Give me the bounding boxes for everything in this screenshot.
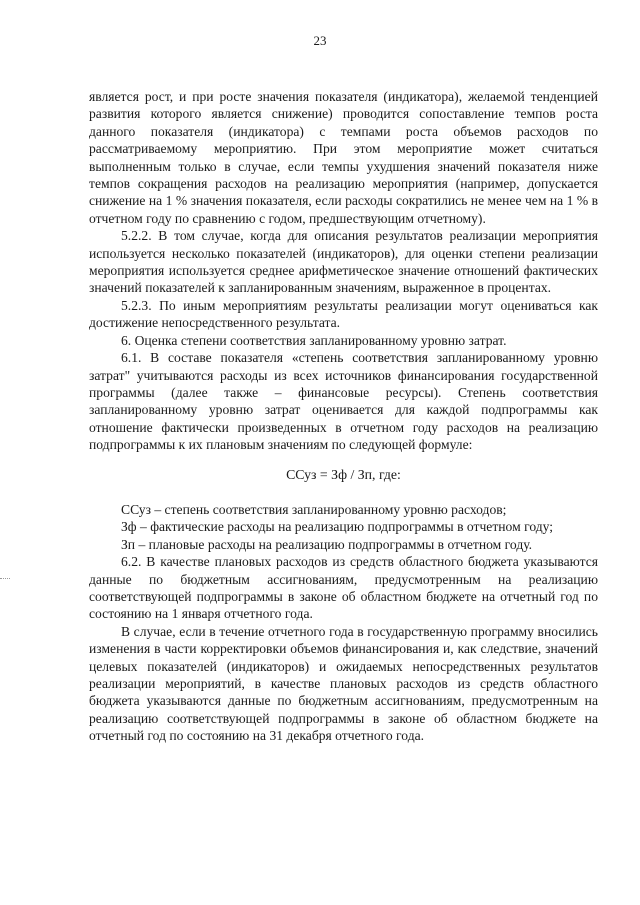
formula: ССуз = Зф / Зп, где: — [286, 466, 401, 482]
paragraph-changes: В случае, если в течение отчетного года в государственную программу вносились изменения в части корректировки объемов финансирования и, как следствие, значений целевых показателей (индикаторов) и ожидаемых непосредственных результатов реализации мероприятий, в качестве плановых расходов из средств областного бюджета указываются данные по бюджетным ассигнованиям, предусмотренным на реализацию соответствующей подпрограммы в законе об областном бюджете на отчетный год по состоянию на 31 декабря отчетного года. — [89, 623, 598, 744]
paragraph-continuation: является рост, и при росте значения показателя (индикатора), желаемой тенденцией развития которого является снижение) проводится сопоставление темпов роста данного показателя (индикатора) с темпами роста объемов расходов по рассматриваемому мероприятию. При этом мероприятие может считаться выполненным только в случае, если темпы ухудшения значений показателя ниже темпов сокращения расходов на реализацию мероприятия (например, допускается снижение на 1 % значения показателя, если расходы сократились не менее чем на 1 % в отчетном году по сравнению с годом, предшествующим отчетному). — [89, 89, 598, 226]
definition-ccuz: ССуз – степень соответствия запланированному уровню расходов; — [121, 501, 507, 517]
definition-zf: Зф – фактические расходы на реализацию подпрограммы в отчетном году; — [121, 519, 554, 535]
paragraph-5-2-3: 5.2.3. По иным мероприятиям результаты реализации могут оцениваться как достижение непосредственного результата. — [89, 297, 598, 331]
paragraph-5-2-2: 5.2.2. В том случае, когда для описания результатов реализации мероприятия используется несколько показателей (индикаторов), для оценки степени реализации мероприятия используется среднее арифметическое значение отношений фактических значений показателей к запланированным значениям, выраженное в процентах. — [89, 228, 598, 296]
definition-zp: Зп – плановые расходы на реализацию подпрограммы в отчетном году. — [121, 536, 533, 552]
page-number: 23 — [313, 33, 327, 48]
paragraph-6-heading: 6. Оценка степени соответствия запланированному уровню затрат. — [121, 332, 507, 348]
margin-mark — [0, 578, 10, 580]
paragraph-6-2: 6.2. В качестве плановых расходов из средств областного бюджета указываются данные по бюджетным ассигнованиям, предусмотренным на реализацию соответствующей подпрограммы в законе об областном бюджете на отчетный год по состоянию на 1 января отчетного года. — [89, 554, 598, 622]
document-body — [89, 88, 598, 745]
paragraph-6-1: 6.1. В составе показателя «степень соответствия запланированному уровню затрат" учитываются расходы из всех источников финансирования государственной программы (далее также – финансовые ресурсы). Степень соответствия запланированному уровню затрат оценивается для каждой подпрограммы как отношение фактически произведенных в отчетном году расходов на реализацию подпрограммы к их плановым значениям по следующей формуле: — [89, 350, 598, 453]
